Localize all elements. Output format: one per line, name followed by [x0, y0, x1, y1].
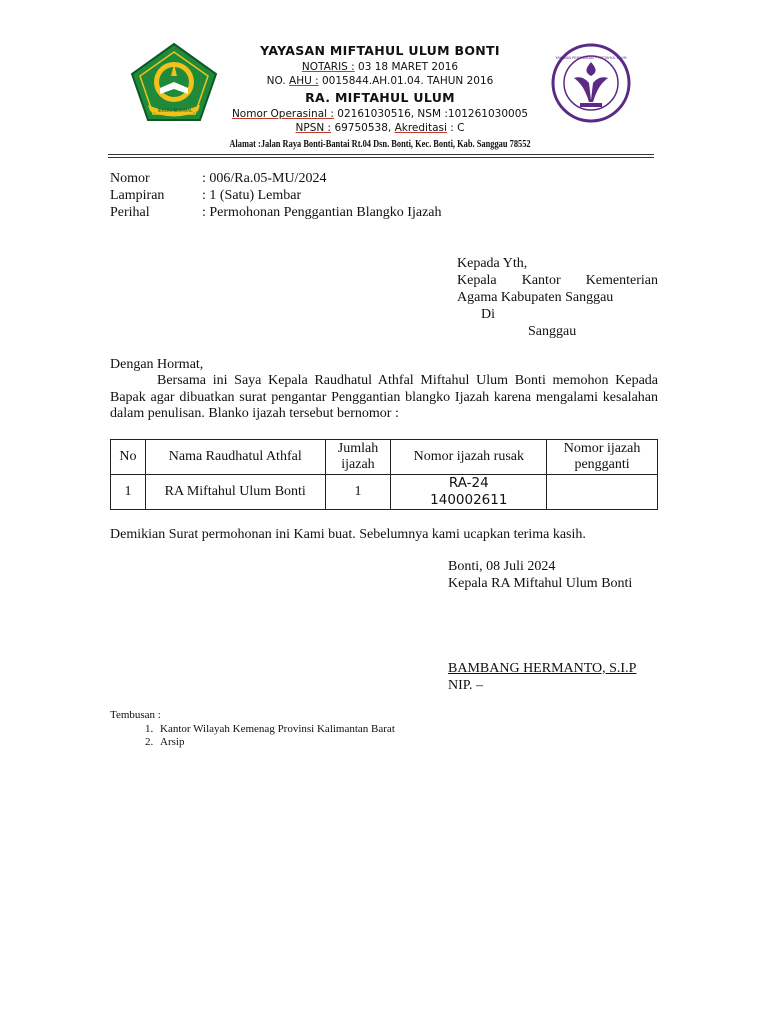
address-line: Alamat :Jalan Raya Bonti-Bantai Rt.04 Dsn. Bonti, Kec. Bonti, Kab. Sanggau 78552	[229, 139, 531, 150]
header-replacement: Nomor ijazah pengganti	[547, 440, 658, 475]
letter-meta	[110, 170, 442, 221]
yayasan-logo	[550, 42, 632, 124]
recipient-di: Di	[481, 307, 495, 322]
recipient-greeting: Kepada Yth,	[457, 256, 528, 271]
operational-line: Nomor Operasinal : 02161030516, NSM :101261030005	[231, 108, 529, 120]
signer-nip: NIP. –	[448, 678, 484, 693]
signer-block	[448, 660, 636, 694]
table-header-row	[111, 440, 658, 475]
header-rule-thick	[108, 154, 654, 155]
signer-position: Kepala RA Miftahul Ulum Bonti	[448, 576, 633, 591]
recipient-block	[457, 255, 658, 340]
header-name: Nama Raudhatul Athfal	[145, 440, 325, 475]
meta-row-subject: Perihal : Permohonan Penggantian Blangko Ijazah	[110, 205, 442, 220]
cell-replacement	[547, 475, 658, 510]
carbon-copy	[110, 709, 395, 750]
certificate-table	[110, 439, 658, 510]
header-count: Jumlah ijazah	[325, 440, 391, 475]
header-rule-thin	[108, 157, 654, 158]
recipient-city: Sanggau	[528, 324, 577, 339]
closing-sentence: Demikian Surat permohonan ini Kami buat. Sebelumnya kami ucapkan terima kasih.	[110, 527, 586, 542]
foundation-name: YAYASAN MIFTAHUL ULUM BONTI	[260, 43, 500, 58]
signer-name: BAMBANG HERMANTO, S.I.P	[448, 661, 637, 676]
meta-row-number: Nomor : 006/Ra.05-MU/2024	[110, 171, 327, 186]
ahu-line: NO. AHU : 0015844.AH.01.04. TAHUN 2016	[266, 75, 494, 87]
list-item: 1. Kantor Wilayah Kemenag Provinsi Kalimantan Barat	[156, 723, 395, 737]
cell-count: 1	[325, 475, 391, 510]
table-row	[111, 475, 658, 510]
body-paragraph: Bersama ini Saya Kepala Raudhatul Athfal Miftahul Ulum Bonti memohon Kepada Bapak agar dibuatkan surat pengantar Penggantian blangko Ijazah karena mengalami kesalahan dalam penulisan. Blanko ijazah tersebut bernomor :	[110, 373, 658, 421]
cell-no: 1	[111, 475, 146, 510]
cell-damaged: RA-24 140002611	[391, 475, 547, 510]
notary-line: NOTARIS : 03 18 MARET 2016	[301, 61, 459, 73]
school-name: RA. MIFTAHUL ULUM	[305, 90, 455, 105]
salutation: Dengan Hormat,	[110, 357, 204, 372]
signature-place-date: Bonti, 08 Juli 2024 Kepala RA Miftahul Ulum Bonti	[448, 559, 633, 591]
recipient-office: Kepala Kantor Kementerian	[457, 273, 658, 288]
header-no: No	[111, 440, 146, 475]
npsn-line: NPSN : 69750538, Akreditasi : C	[295, 122, 465, 134]
letterhead-text	[200, 42, 560, 153]
cc-title: Tembusan :	[110, 709, 161, 721]
recipient-office-cont: Agama Kabupaten Sanggau	[457, 290, 614, 305]
left-logo-motto: IKHLAS BERAMAL	[157, 108, 193, 113]
header-damaged: Nomor ijazah rusak	[391, 440, 547, 475]
cell-name: RA Miftahul Ulum Bonti	[145, 475, 325, 510]
right-logo-ring-text: YAYASAN PENDIDIKAN • MIFTAHUL ULUM	[555, 56, 627, 60]
list-item: 2. Arsip	[156, 736, 395, 750]
meta-row-attachment: Lampiran : 1 (Satu) Lembar	[110, 188, 302, 203]
